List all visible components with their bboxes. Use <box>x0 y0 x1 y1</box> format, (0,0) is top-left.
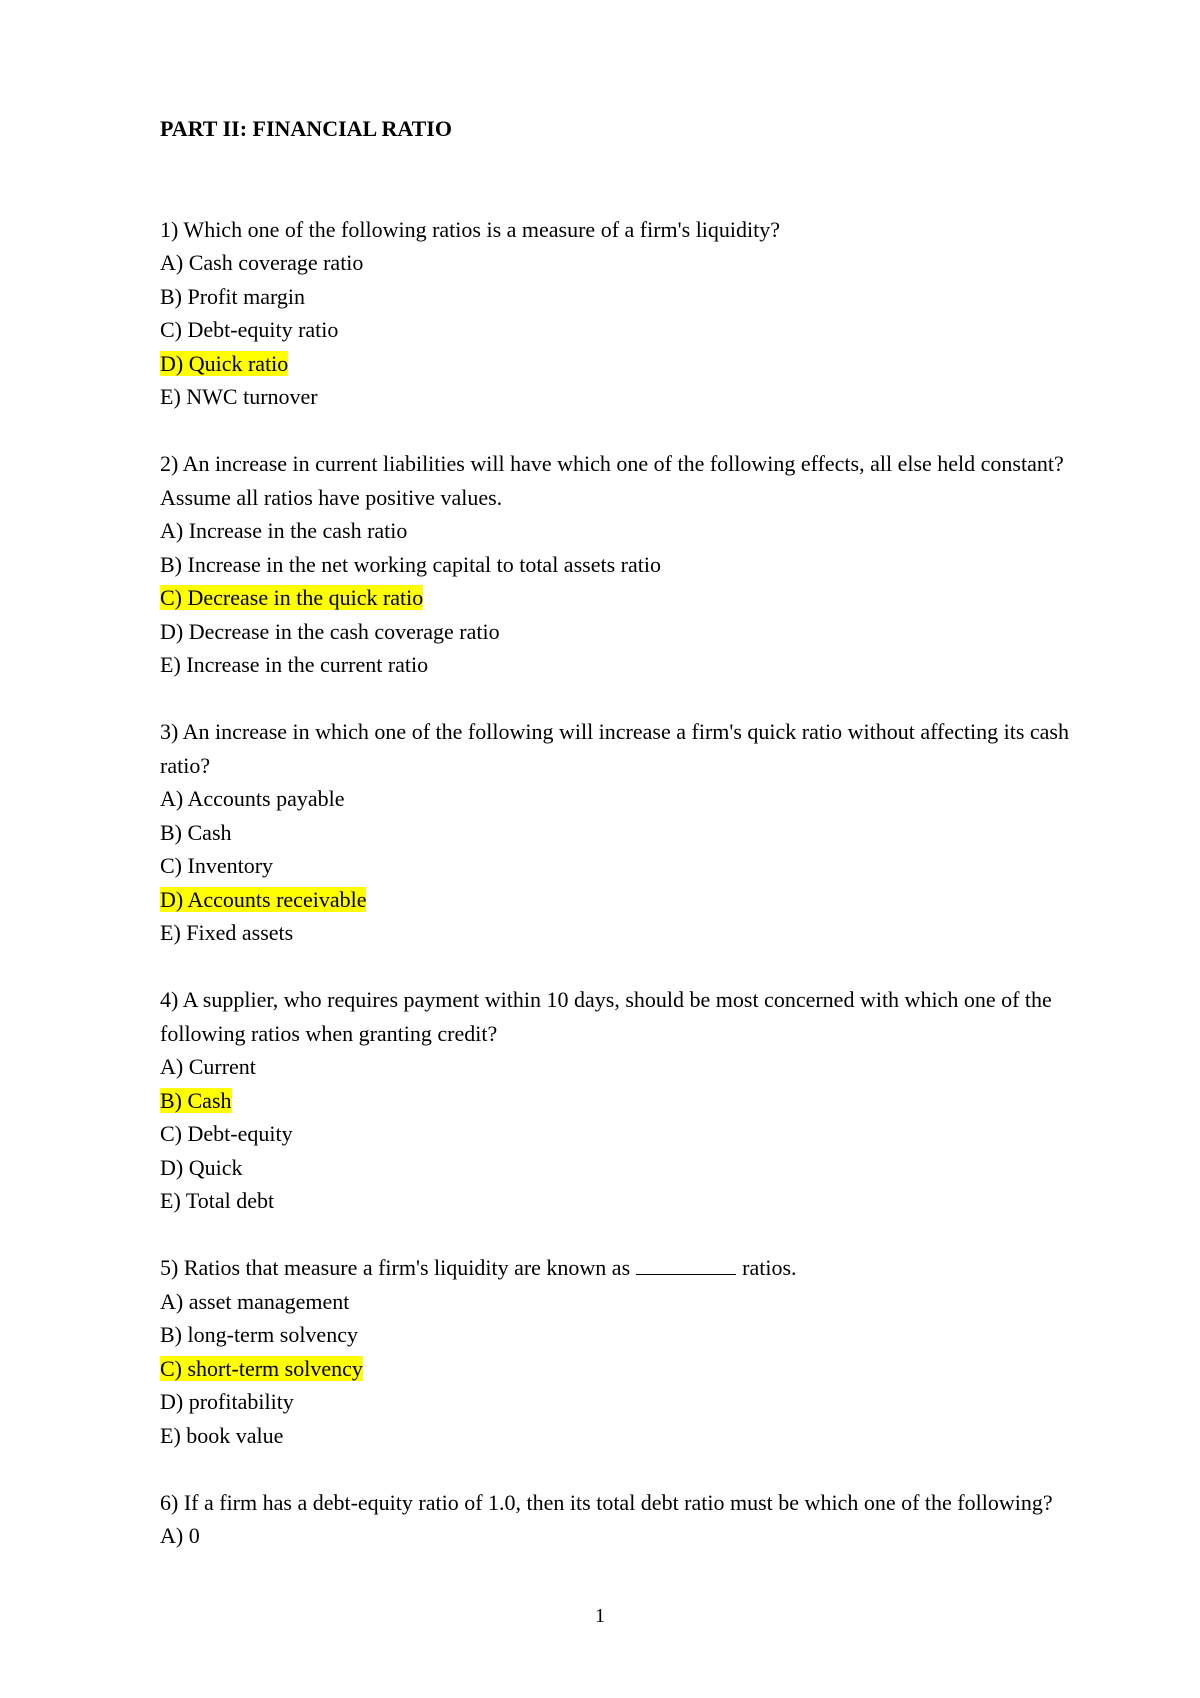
question-5 <box>160 1251 1100 1452</box>
question-text <box>160 1251 1100 1285</box>
highlighted-answer: C) Decrease in the quick ratio <box>160 585 424 610</box>
question-1 <box>160 213 1100 414</box>
answer-option <box>160 1385 1100 1419</box>
answer-option <box>160 1184 1100 1218</box>
question-text: 6) If a firm has a debt-equity ratio of 1.0, then its total debt ratio must be which one of the following? <box>160 1489 1053 1515</box>
option-text: D) Quick <box>160 1154 243 1180</box>
option-text: E) Fixed assets <box>160 920 294 945</box>
option-text: B) long-term solvency <box>160 1322 358 1347</box>
answer-option <box>160 380 1100 414</box>
option-text: D) profitability <box>160 1389 294 1414</box>
answer-option <box>160 782 1100 816</box>
question-text: 2) An increase in current liabilities will have which one of the following effects, all else held constant? Assume all ratios have positive values. <box>160 451 1064 510</box>
question-text: 3) An increase in which one of the following will increase a firm's quick ratio without affecting its cash ratio? <box>160 719 1069 778</box>
highlighted-answer: D) Quick ratio <box>160 350 289 376</box>
option-text: A) Current <box>160 1054 256 1079</box>
answer-option <box>160 548 1100 582</box>
answer-option <box>160 514 1100 548</box>
answer-option <box>160 1519 1100 1553</box>
highlighted-answer: D) Accounts receivable <box>160 886 367 912</box>
answer-option <box>160 1419 1100 1453</box>
answer-option-highlighted <box>160 347 1100 381</box>
question-text: 4) A supplier, who requires payment within 10 days, should be most concerned with which one of the following ratios when granting credit? <box>160 987 1052 1046</box>
option-text: C) Inventory <box>160 853 274 878</box>
answer-option <box>160 246 1100 280</box>
answer-option <box>160 1050 1100 1084</box>
option-text: D) Decrease in the cash coverage ratio <box>160 618 500 644</box>
fill-in-blank <box>636 1254 736 1275</box>
question-text-after-blank: ratios. <box>742 1255 797 1280</box>
question-3 <box>160 715 1100 950</box>
option-text: E) Total debt <box>160 1188 275 1213</box>
page-number: 1 <box>595 1605 605 1627</box>
section-heading: PART II: FINANCIAL RATIO <box>160 116 452 141</box>
option-text: A) Accounts payable <box>160 786 345 811</box>
answer-option <box>160 1318 1100 1352</box>
option-text: E) book value <box>160 1422 284 1448</box>
answer-option <box>160 849 1100 883</box>
answer-option-highlighted <box>160 883 1100 917</box>
option-text: A) 0 <box>160 1523 200 1548</box>
answer-option-highlighted <box>160 1352 1100 1386</box>
option-text: B) Cash <box>160 819 232 845</box>
answer-option <box>160 615 1100 649</box>
answer-option <box>160 648 1100 682</box>
answer-option-highlighted <box>160 581 1100 615</box>
question-text-before-blank: 5) Ratios that measure a firm's liquidity are known as <box>160 1255 631 1280</box>
answer-option <box>160 1117 1100 1151</box>
option-text: C) Debt-equity ratio <box>160 317 339 342</box>
answer-option <box>160 280 1100 314</box>
option-text: C) Debt-equity <box>160 1121 293 1146</box>
question-2 <box>160 447 1100 682</box>
option-text: E) NWC turnover <box>160 384 318 409</box>
highlighted-answer: C) short-term solvency <box>160 1355 363 1381</box>
option-text: A) asset management <box>160 1288 350 1314</box>
option-text: A) Increase in the cash ratio <box>160 518 408 543</box>
answer-option-highlighted <box>160 1084 1100 1118</box>
page-content <box>160 112 1100 1586</box>
answer-option <box>160 816 1100 850</box>
question-4 <box>160 983 1100 1218</box>
question-6 <box>160 1486 1100 1553</box>
question-text: 1) Which one of the following ratios is a measure of a firm's liquidity? <box>160 216 781 242</box>
answer-option <box>160 1151 1100 1185</box>
highlighted-answer: B) Cash <box>160 1087 232 1113</box>
answer-option <box>160 1285 1100 1319</box>
option-text: E) Increase in the current ratio <box>160 652 429 677</box>
option-text: B) Profit margin <box>160 283 306 309</box>
answer-option <box>160 313 1100 347</box>
answer-option <box>160 916 1100 950</box>
option-text: A) Cash coverage ratio <box>160 250 364 275</box>
option-text: B) Increase in the net working capital to total assets ratio <box>160 551 661 577</box>
